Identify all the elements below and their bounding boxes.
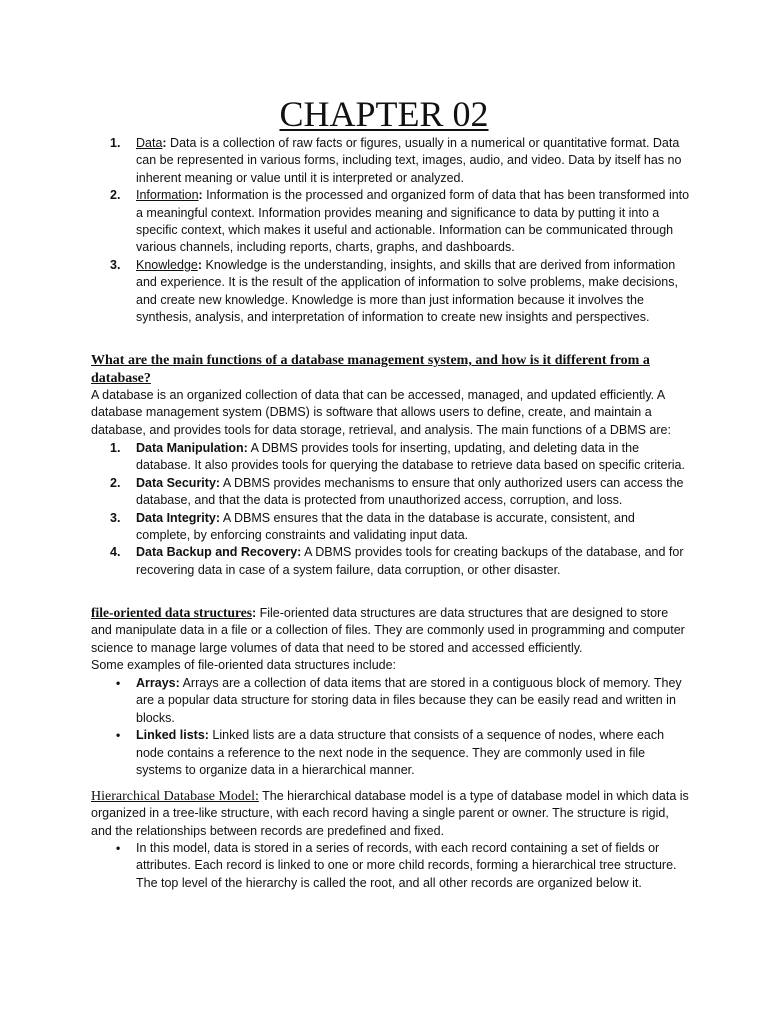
list-item	[91, 675, 691, 727]
function-term: Data Backup and Recovery:	[136, 545, 302, 560]
list-item	[91, 840, 691, 892]
function-text: A DBMS provides tools for creating backups of the database, and for recovering data in case of a system failure, data corruption, or other disaster.	[136, 545, 684, 577]
definition-data	[91, 135, 691, 187]
definition-term: Data	[136, 136, 163, 150]
file-structures-heading: file-oriented data structures	[91, 605, 252, 620]
dbms-question-heading: What are the main functions of a database management system, and how is it different from a database?	[91, 353, 650, 386]
list-number: 1.	[110, 136, 121, 150]
file-structures-separator: :	[251, 606, 257, 620]
hierarchical-model-heading: Hierarchical Database Model:	[91, 789, 259, 804]
definition-text: Data is a collection of raw facts or figures, usually in a numerical or quantitative format. Data can be represented in various forms, including text, images, audio, and video. Data by itself has no inherent meaning or value until it is interpreted or analyzed.	[136, 136, 682, 185]
definition-separator: :	[198, 188, 203, 203]
list-item	[91, 727, 691, 779]
list-number: 1.	[110, 441, 121, 455]
example-text: Arrays are a collection of data items that are stored in a contiguous block of memory. They are a popular data structure for storing data in files because they can be easily read and written in blocks.	[136, 676, 682, 725]
dbms-intro-paragraph: A database is an organized collection of data that can be accessed, managed, and updated efficiently. A database management system (DBMS) is software that allows users to define, create, and maintain a database, and provides tools for data storage, retrieval, and analysis. The main functions of a DBMS are:	[91, 388, 671, 437]
dbms-function-item	[91, 544, 691, 579]
list-number: 4.	[110, 545, 121, 560]
definition-separator: :	[162, 136, 167, 150]
definition-information	[91, 187, 691, 257]
bullet-marker: •	[116, 676, 121, 690]
dbms-function-item	[91, 440, 691, 475]
file-structures-examples-list	[91, 675, 691, 779]
definition-knowledge	[91, 257, 691, 327]
hierarchical-item-text: In this model, data is stored in a series of records, with each record containing a set of fields or attributes. Each record is linked to one or more child records, forming a hierarchical tree structure. The top level of the hierarchy is called the root, and all other records are organized below it.	[136, 841, 677, 890]
hierarchical-model-list	[91, 840, 691, 892]
chapter-title: CHAPTER 02	[279, 94, 489, 134]
list-number: 3.	[110, 257, 121, 272]
dbms-functions-list	[91, 440, 691, 579]
function-term: Data Integrity:	[136, 510, 221, 525]
function-term: Data Security:	[136, 475, 221, 490]
function-text: A DBMS provides mechanisms to ensure that only authorized users can access the database, and that the data is protected from unauthorized access, corruption, and loss.	[136, 475, 684, 508]
list-number: 2.	[110, 188, 121, 203]
example-term: Linked lists:	[136, 728, 209, 743]
definition-text: Information is the processed and organized form of data that has been transformed into a meaningful context. Information provides meaning and significance to data by putting it into a specific context, which makes it useful and actionable. Information can be communicated through various channels, including reports, charts, graphs, and dashboards.	[136, 188, 690, 255]
hierarchical-model-paragraph	[91, 788, 691, 840]
bullet-marker: •	[116, 841, 121, 855]
file-structures-paragraph	[91, 604, 691, 657]
definition-text: Knowledge is the understanding, insights, and skills that are derived from information and experience. It is the result of the application of information to solve problems, make decisions, and create new knowledge. Knowledge is more than just information because it involves the synthesis, analysis, and interpretation of information to create new insights and perspectives.	[136, 257, 678, 325]
file-structures-examples-intro: Some examples of file-oriented data structures include:	[91, 658, 397, 672]
hierarchical-model-text: The hierarchical database model is a type of database model in which data is organized in a tree-like structure, with each record having a single parent or owner. The structure is rigid, and the relationships between records are predefined and fixed.	[91, 789, 689, 838]
dbms-function-item	[91, 510, 691, 545]
function-text: A DBMS provides tools for inserting, updating, and deleting data in the database. It also provides tools for querying the database to retrieve data based on specific criteria.	[136, 441, 685, 473]
definitions-list	[91, 135, 691, 326]
example-text: Linked lists are a data structure that consists of a sequence of nodes, where each node contains a reference to the next node in the sequence. They are commonly used in file systems to organize data in a hierarchical manner.	[136, 728, 665, 778]
definition-term: Information	[136, 188, 199, 203]
list-number: 3.	[110, 510, 121, 525]
dbms-function-item	[91, 475, 691, 510]
example-term: Arrays:	[136, 676, 180, 690]
function-text: A DBMS ensures that the data in the database is accurate, consistent, and complete, by enforcing constraints and validating input data.	[136, 510, 635, 543]
list-number: 2.	[110, 475, 121, 490]
bullet-marker: •	[116, 728, 121, 743]
definition-separator: :	[197, 257, 203, 272]
definition-term: Knowledge	[136, 257, 198, 272]
file-structures-text: File-oriented data structures are data structures that are designed to store and manipulate data in a file or a collection of files. They are commonly used in programming and computer science to manage large volumes of data that need to be stored and accessed efficiently.	[91, 606, 685, 655]
function-term: Data Manipulation:	[136, 441, 248, 455]
